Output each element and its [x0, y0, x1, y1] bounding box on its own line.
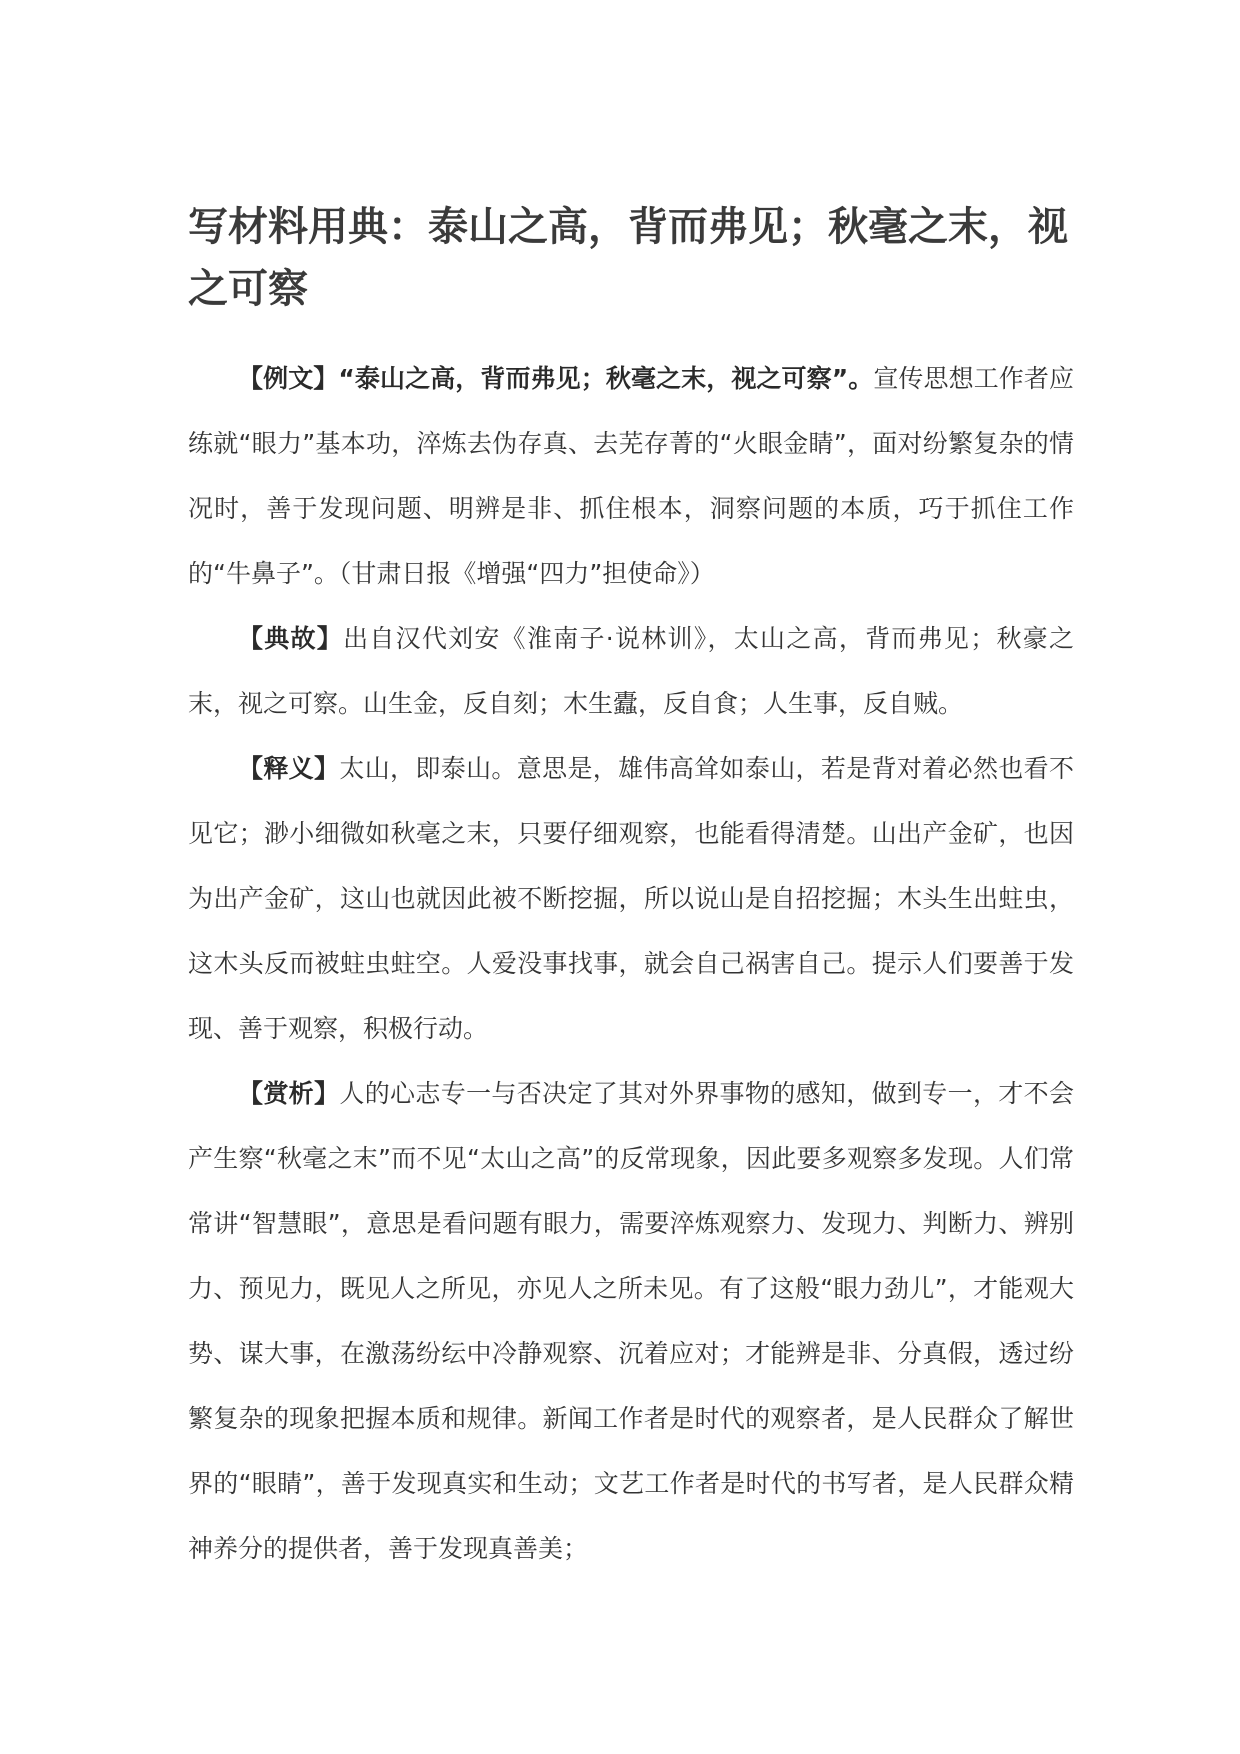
paragraph-appreciation: [188, 1061, 1074, 1581]
paragraph-allusion: [188, 606, 1074, 736]
paragraph-example: [188, 346, 1074, 606]
section-label-example: 【例文】: [238, 364, 339, 393]
example-text: 宣传思想工作者应练就“眼力”基本功，淬炼去伪存真、去芜存菁的“火眼金睛”，面对纷繁复杂的情况时，善于发现问题、明辨是非、抓住根本，洞察问题的本质，巧于抓住工作的“牛鼻子”。（甘肃日报《增强“四力”担使命》）: [188, 364, 1074, 588]
section-label-appreciation: 【赏析】: [238, 1079, 340, 1108]
paragraph-meaning: [188, 736, 1074, 1061]
allusion-text: 出自汉代刘安《淮南子·说林训》，太山之高，背而弗见；秋豪之末，视之可察。山生金，反自刻；木生蠹，反自食；人生事，反自贼。: [188, 624, 1074, 718]
section-label-meaning: 【释义】: [238, 754, 340, 783]
meaning-text: 太山，即泰山。意思是，雄伟高耸如泰山，若是背对着必然也看不见它；渺小细微如秋毫之末，只要仔细观察，也能看得清楚。山出产金矿，也因为出产金矿，这山也就因此被不断挖掘，所以说山是自招挖掘；木头生出蛀虫，这木头反而被蛀虫蛀空。人爱没事找事，就会自己祸害自己。提示人们要善于发现、善于观察，积极行动。: [188, 754, 1074, 1043]
section-label-allusion: 【典故】: [238, 624, 344, 653]
example-quote: “泰山之高，背而弗见；秋毫之末，视之可察”。: [338, 364, 874, 393]
appreciation-text: 人的心志专一与否决定了其对外界事物的感知，做到专一，才不会产生察“秋毫之末”而不见“太山之高”的反常现象，因此要多观察多发现。人们常常讲“智慧眼”，意思是看问题有眼力，需要淬炼观察力、发现力、判断力、辨别力、预见力，既见人之所见，亦见人之所未见。有了这般“眼力劲儿”，才能观大势、谋大事，在激荡纷纭中冷静观察、沉着应对；才能辨是非、分真假，透过纷繁复杂的现象把握本质和规律。新闻工作者是时代的观察者，是人民群众了解世界的“眼睛”，善于发现真实和生动；文艺工作者是时代的书写者，是人民群众精神养分的提供者，善于发现真善美；: [188, 1079, 1074, 1563]
document-title: 写材料用典：泰山之高，背而弗见；秋毫之末，视之可察: [188, 203, 1068, 312]
document-page: [188, 196, 1074, 1581]
